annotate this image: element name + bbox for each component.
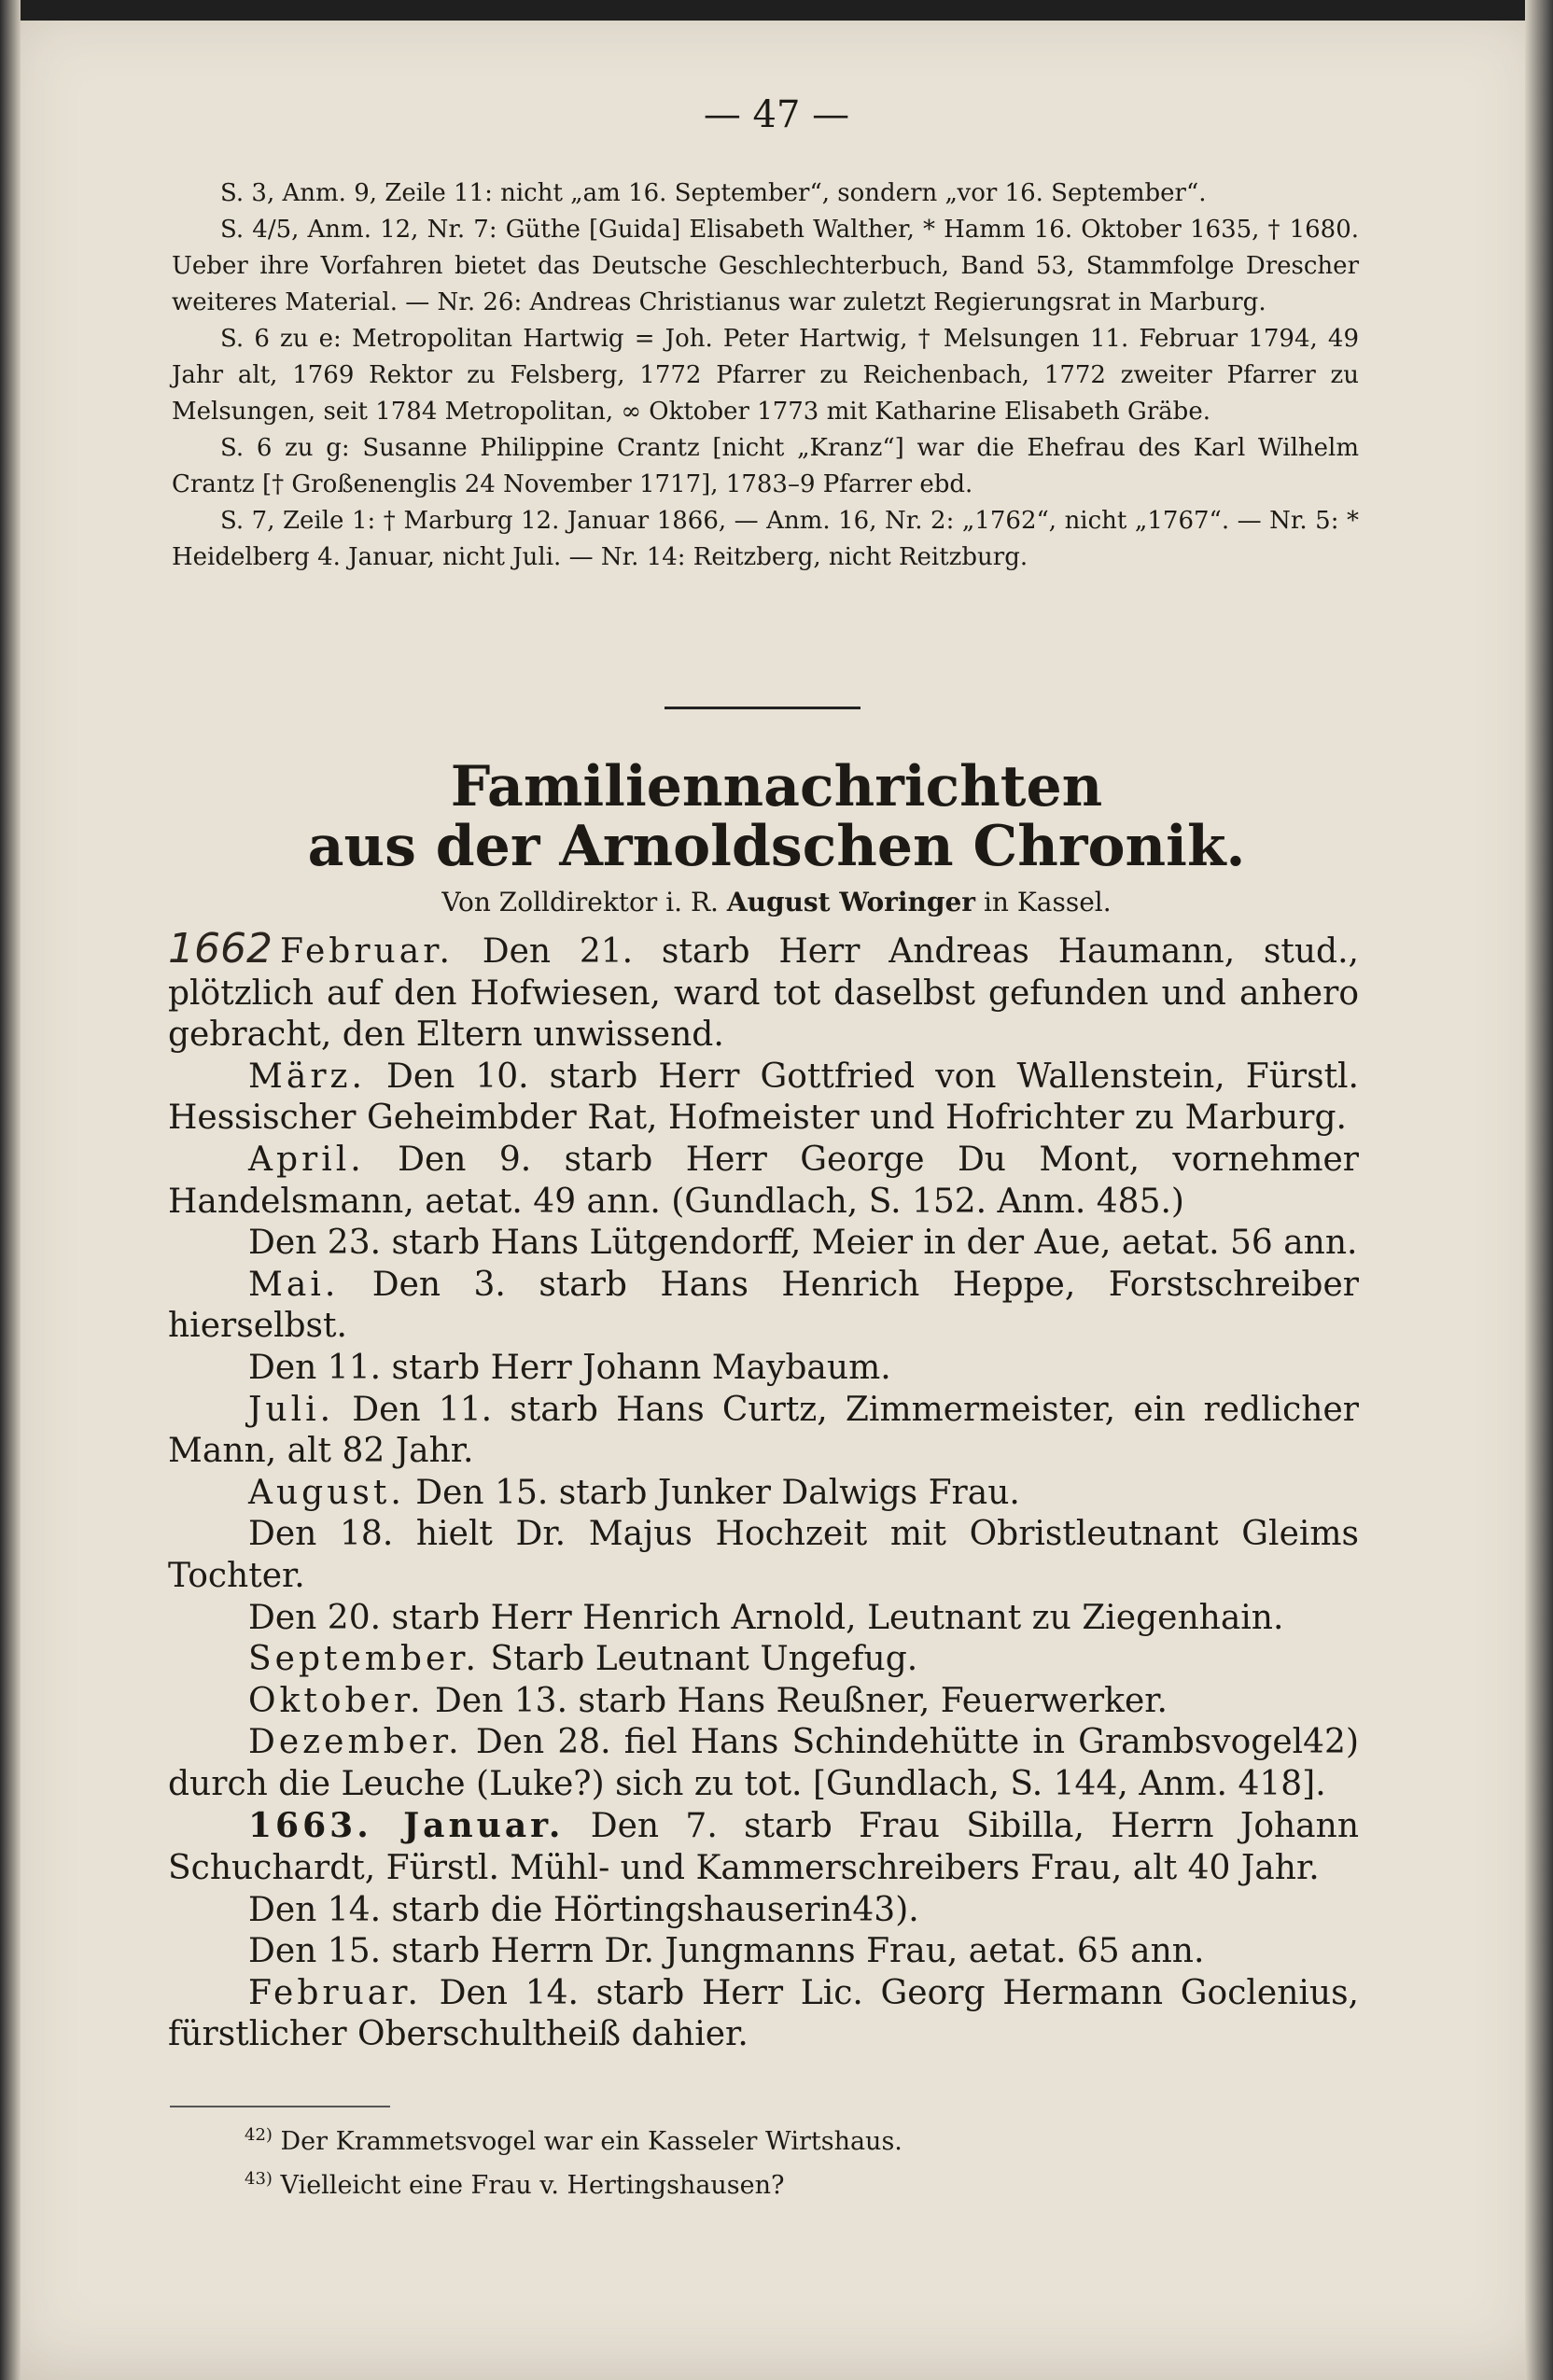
entry-text: Den 10. starb Herr Gottfried von Wallenstein, Fürstl. Hessischer Geheimbder Rat, Hofmeister und Hofrichter zu Marburg. — [168, 1057, 1359, 1138]
scan-top-edge — [0, 0, 1553, 21]
entry-month: Oktober. — [248, 1681, 425, 1720]
entry-month: Dezember. — [248, 1723, 463, 1762]
handwritten-year-note: 1662 — [168, 925, 273, 973]
entry-month: 1663. Januar. — [248, 1806, 565, 1846]
article-title-line2: aus der Arnoldschen Chronik. — [307, 814, 1246, 879]
footnote — [245, 2117, 1364, 2161]
entry-month: Juli. — [248, 1390, 335, 1429]
chronicle-entry — [168, 1390, 1359, 1473]
byline-prefix: Von Zolldirektor i. R. — [441, 887, 719, 917]
entry-month: September. — [248, 1640, 480, 1679]
entry-month: März. — [248, 1057, 366, 1096]
footnote-number: 42) — [245, 2125, 273, 2145]
entry-text: Den 9. starb Herr George Du Mont, vornehmer Handelsmann, aetat. 49 ann. (Gundlach, S. 152. Anm. 485.) — [168, 1140, 1359, 1221]
entry-text: Den 11. starb Hans Curtz, Zimmermeister, ein redlicher Mann, alt 82 Jahr. — [168, 1390, 1359, 1471]
entry-text: Den 11. starb Herr Johann Maybaum. — [248, 1348, 891, 1387]
footnote-text: Vielleicht eine Frau v. Hertingshausen? — [280, 2171, 785, 2200]
errata-item: S. 4/5, Anm. 12, Nr. 7: Güthe [Guida] Elisabeth Walther, * Hamm 16. Oktober 1635, † 1680. Ueber ihre Vorfahren bietet das Deutsche Geschlechterbuch, Band 53, Stammfolge Drescher weiteres Material. — Nr. 26: Andreas Christianus war zuletzt Regierungsrat in Marburg. — [172, 216, 1359, 316]
entry-text: Den 28. fiel Hans Schindehütte in Grambsvogel42) durch die Leuche (Luke?) sich zu tot. [Gundlach, S. 144, Anm. 418]. — [168, 1723, 1360, 1803]
entry-month: August. — [248, 1473, 405, 1512]
scan-right-edge — [1525, 0, 1553, 2380]
footnote — [245, 2161, 1364, 2205]
entry-text: Den 15. starb Junker Dalwigs Frau. — [415, 1473, 1020, 1512]
entry-text: Den 15. starb Herrn Dr. Jungmanns Frau, aetat. 65 ann. — [248, 1932, 1205, 1971]
chronicle-body — [168, 925, 1360, 2056]
entry-text: Den 18. hielt Dr. Majus Hochzeit mit Obristleutnant Gleims Tochter. — [168, 1515, 1359, 1595]
chronicle-entry — [168, 1722, 1359, 1805]
entry-text: Den 13. starb Hans Reußner, Feuerwerker. — [434, 1681, 1168, 1720]
entry-text: Starb Leutnant Ungefug. — [490, 1640, 918, 1679]
errata-section — [172, 175, 1359, 576]
footnote-text: Der Krammetsvogel war ein Kasseler Wirtshaus. — [280, 2127, 902, 2156]
entry-text: Den 14. starb Herr Lic. Georg Hermann Goclenius, fürstlicher Oberschultheiß dahier. — [168, 1973, 1359, 2054]
entry-text: Den 23. starb Hans Lütgendorff, Meier in der Aue, aetat. 56 ann. — [248, 1224, 1358, 1263]
entry-text: Den 7. starb Frau Sibilla, Herrn Johann Schuchardt, Fürstl. Mühl- und Kammerschreibers Frau, alt 40 Jahr. — [168, 1807, 1360, 1888]
errata-item: S. 6 zu e: Metropolitan Hartwig = Joh. Peter Hartwig, † Melsungen 11. Februar 1794, 49 Jahr alt, 1769 Rektor zu Felsberg, 1772 Pfarrer zu Reichenbach, 1772 zweiter Pfarrer zu Melsungen, seit 1784 Metropolitan, ∞ Oktober 1773 mit Katharine Elisabeth Gräbe. — [172, 325, 1359, 426]
entry-month: Februar. — [279, 932, 454, 971]
scan-left-edge — [0, 0, 21, 2380]
chronicle-entry — [168, 1639, 1359, 1681]
errata-item: S. 7, Zeile 1: † Marburg 12. Januar 1866, — Anm. 16, Nr. 2: „1762“, nicht „1767“. — Nr. 5: * Heidelberg 4. Januar, nicht Juli. — Nr. 14: Reitzberg, nicht Reitzburg. — [172, 507, 1359, 571]
chronicle-entry — [168, 925, 1359, 1057]
entry-text: Den 14. starb die Hörtingshauserin43). — [248, 1890, 919, 1929]
entry-text: Den 3. starb Hans Henrich Heppe, Forstschreiber hierselbst. — [168, 1265, 1359, 1346]
entry-month: Mai. — [248, 1265, 340, 1304]
footnotes — [245, 2117, 1364, 2205]
chronicle-entry — [168, 1265, 1359, 1348]
byline — [0, 887, 1553, 917]
entry-text: Den 21. starb Herr Andreas Haumann, stud., plötzlich auf den Hofwiesen, ward tot daselbst gefunden und anhero gebracht, den Eltern unwissend. — [168, 932, 1359, 1055]
section-divider — [665, 707, 860, 709]
chronicle-entry — [168, 1805, 1359, 1889]
entry-month: April. — [248, 1140, 365, 1179]
chronicle-entry — [168, 1473, 1359, 1515]
chronicle-entry — [168, 1348, 1359, 1390]
errata-item: S. 3, Anm. 9, Zeile 11: nicht „am 16. September“, sondern „vor 16. September“. — [220, 179, 1207, 207]
chronicle-entry — [168, 1598, 1359, 1640]
byline-author: August Woringer — [726, 887, 976, 917]
page-number: — 47 — — [703, 93, 850, 136]
byline-location: in Kassel. — [983, 887, 1112, 917]
chronicle-entry — [168, 1514, 1359, 1597]
chronicle-entry — [168, 1931, 1359, 1973]
article-title-line1: Familiennachrichten — [450, 754, 1103, 819]
entry-text: Den 20. starb Herr Henrich Arnold, Leutnant zu Ziegenhain. — [248, 1598, 1284, 1637]
chronicle-entry — [168, 1973, 1359, 2056]
chronicle-entry — [168, 1681, 1359, 1723]
chronicle-entry — [168, 1057, 1359, 1140]
footnote-divider — [170, 2106, 390, 2107]
entry-month: Februar. — [248, 1973, 422, 2012]
errata-item: S. 6 zu g: Susanne Philippine Crantz [nicht „Kranz“] war die Ehefrau des Karl Wilhelm Crantz [† Großenenglis 24 November 1717], 1783–9 Pfarrer ebd. — [172, 434, 1359, 498]
chronicle-entry — [168, 1223, 1359, 1265]
chronicle-entry — [168, 1890, 1359, 1932]
footnote-number: 43) — [245, 2169, 273, 2189]
chronicle-entry — [168, 1140, 1359, 1223]
